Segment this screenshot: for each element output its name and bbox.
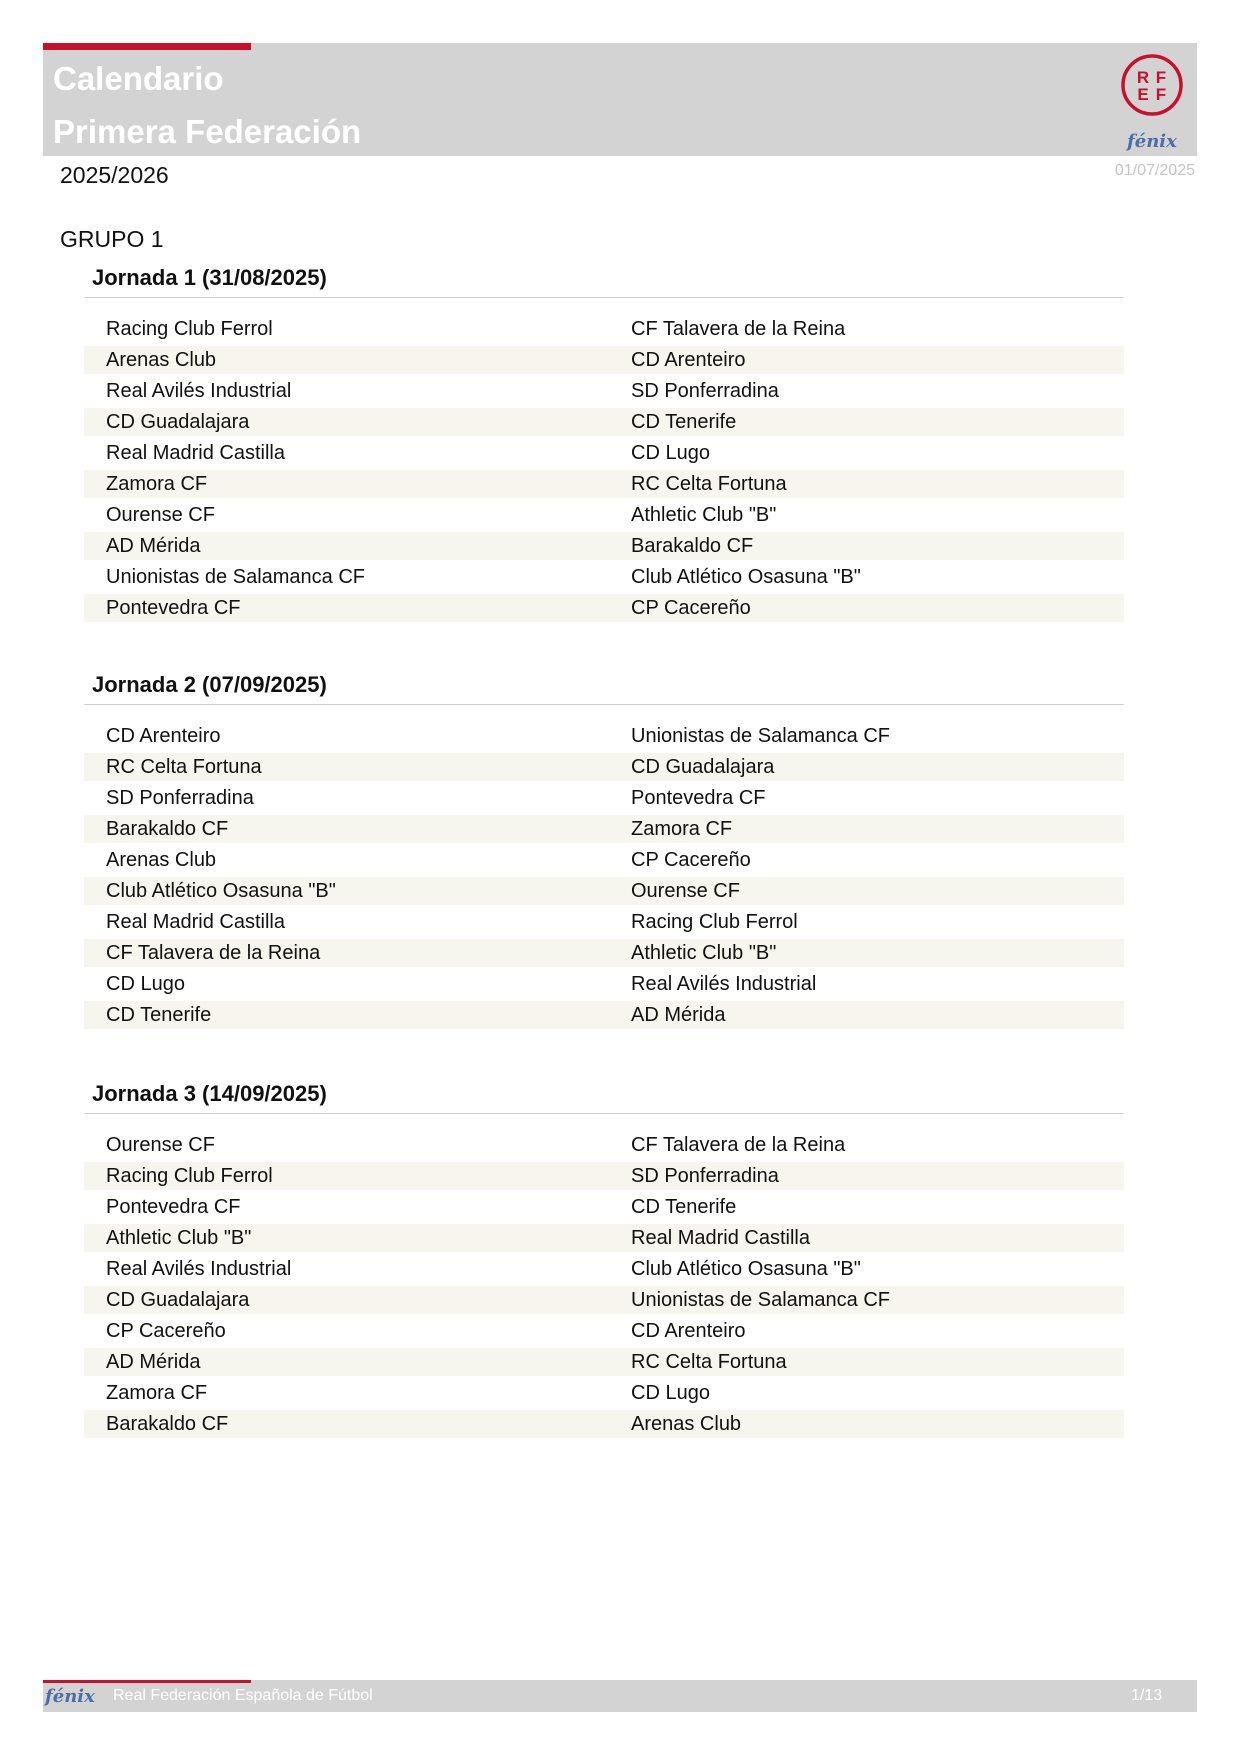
match-row bbox=[84, 815, 1124, 843]
jornada-title: Jornada 1 (31/08/2025) bbox=[92, 265, 327, 290]
match-row bbox=[84, 784, 1124, 812]
match-row bbox=[84, 1255, 1124, 1283]
home-team: CD Tenerife bbox=[106, 1004, 212, 1026]
home-team: Arenas Club bbox=[106, 849, 217, 871]
match-row bbox=[84, 908, 1124, 936]
away-team: CF Talavera de la Reina bbox=[631, 1134, 846, 1156]
home-team: Athletic Club "B" bbox=[106, 1227, 252, 1249]
match-row bbox=[84, 753, 1124, 781]
home-team: CF Talavera de la Reina bbox=[106, 942, 321, 964]
match-row bbox=[84, 1131, 1124, 1159]
match-row bbox=[84, 1162, 1124, 1190]
home-team: RC Celta Fortuna bbox=[106, 756, 262, 778]
home-team: Zamora CF bbox=[106, 473, 208, 495]
match-row bbox=[84, 408, 1124, 436]
match-row bbox=[84, 563, 1124, 591]
away-team: SD Ponferradina bbox=[631, 1165, 779, 1187]
match-row bbox=[84, 1348, 1124, 1376]
match-row bbox=[84, 346, 1124, 374]
away-team: Athletic Club "B" bbox=[631, 504, 777, 526]
home-team: Ourense CF bbox=[106, 1134, 215, 1156]
away-team: CD Guadalajara bbox=[631, 756, 775, 778]
match-row bbox=[84, 1001, 1124, 1029]
away-team: Club Atlético Osasuna "B" bbox=[631, 566, 861, 588]
away-team: Unionistas de Salamanca CF bbox=[631, 1289, 891, 1311]
home-team: Zamora CF bbox=[106, 1382, 208, 1404]
jornada-divider bbox=[84, 704, 1124, 705]
logo-letter: E bbox=[1137, 85, 1149, 104]
home-team: Barakaldo CF bbox=[106, 818, 229, 840]
away-team: CD Lugo bbox=[631, 442, 710, 464]
match-row bbox=[84, 1379, 1124, 1407]
home-team: Racing Club Ferrol bbox=[106, 318, 273, 340]
footer-fenix-logo: fénix bbox=[45, 1686, 95, 1707]
home-team: Pontevedra CF bbox=[106, 597, 241, 619]
home-team: Real Avilés Industrial bbox=[106, 380, 292, 402]
home-team: SD Ponferradina bbox=[106, 787, 254, 809]
match-row bbox=[84, 501, 1124, 529]
home-team: CD Arenteiro bbox=[106, 725, 221, 747]
match-row bbox=[84, 470, 1124, 498]
match-row bbox=[84, 377, 1124, 405]
away-team: Pontevedra CF bbox=[631, 787, 766, 809]
away-team: Real Avilés Industrial bbox=[631, 973, 817, 995]
jornada-title: Jornada 2 (07/09/2025) bbox=[92, 672, 327, 697]
header-accent-bar bbox=[43, 43, 251, 50]
away-team: CD Arenteiro bbox=[631, 349, 746, 371]
season-label: 2025/2026 bbox=[60, 162, 169, 188]
match-row bbox=[84, 970, 1124, 998]
page-number: 1/13 bbox=[1131, 1687, 1163, 1704]
page-title-line2: Primera Federación bbox=[53, 113, 362, 150]
group-title: GRUPO 1 bbox=[60, 226, 164, 252]
away-team: Athletic Club "B" bbox=[631, 942, 777, 964]
home-team: AD Mérida bbox=[106, 535, 201, 557]
footer-accent-bar bbox=[43, 1680, 251, 1683]
away-team: CD Tenerife bbox=[631, 411, 737, 433]
away-team: Ourense CF bbox=[631, 880, 740, 902]
home-team: Real Madrid Castilla bbox=[106, 442, 285, 464]
match-row bbox=[84, 315, 1124, 343]
jornada-title: Jornada 3 (14/09/2025) bbox=[92, 1081, 327, 1106]
away-team: CD Tenerife bbox=[631, 1196, 737, 1218]
away-team: Club Atlético Osasuna "B" bbox=[631, 1258, 861, 1280]
match-row bbox=[84, 1286, 1124, 1314]
home-team: CD Guadalajara bbox=[106, 1289, 250, 1311]
home-team: Pontevedra CF bbox=[106, 1196, 241, 1218]
home-team: CP Cacereño bbox=[106, 1320, 226, 1342]
match-row bbox=[84, 1410, 1124, 1438]
away-team: Real Madrid Castilla bbox=[631, 1227, 810, 1249]
match-row bbox=[84, 1193, 1124, 1221]
home-team: AD Mérida bbox=[106, 1351, 201, 1373]
away-team: CP Cacereño bbox=[631, 597, 751, 619]
jornada-divider bbox=[84, 1113, 1124, 1114]
away-team: CF Talavera de la Reina bbox=[631, 318, 846, 340]
document-date: 01/07/2025 bbox=[1114, 162, 1195, 179]
away-team: SD Ponferradina bbox=[631, 380, 779, 402]
logo-letter: F bbox=[1155, 85, 1167, 104]
away-team: Unionistas de Salamanca CF bbox=[631, 725, 891, 747]
page-title-line1: Calendario bbox=[53, 60, 224, 97]
match-row bbox=[84, 877, 1124, 905]
match-row bbox=[84, 594, 1124, 622]
footer-organization: Real Federación Española de Fútbol bbox=[113, 1687, 373, 1704]
home-team: Unionistas de Salamanca CF bbox=[106, 566, 366, 588]
jornada-divider bbox=[84, 297, 1124, 298]
away-team: Zamora CF bbox=[631, 818, 733, 840]
home-team: Real Madrid Castilla bbox=[106, 911, 285, 933]
rfef-logo-icon bbox=[1120, 53, 1184, 117]
match-row bbox=[84, 1224, 1124, 1252]
home-team: CD Guadalajara bbox=[106, 411, 250, 433]
logo-letter: R bbox=[1136, 68, 1150, 87]
home-team: Barakaldo CF bbox=[106, 1413, 229, 1435]
away-team: Arenas Club bbox=[631, 1413, 742, 1435]
match-row bbox=[84, 722, 1124, 750]
home-team: Club Atlético Osasuna "B" bbox=[106, 880, 336, 902]
match-row bbox=[84, 439, 1124, 467]
away-team: CD Lugo bbox=[631, 1382, 710, 1404]
home-team: CD Lugo bbox=[106, 973, 185, 995]
logo-letter: F bbox=[1155, 68, 1167, 87]
away-team: RC Celta Fortuna bbox=[631, 473, 787, 495]
home-team: Ourense CF bbox=[106, 504, 215, 526]
home-team: Arenas Club bbox=[106, 349, 217, 371]
away-team: CD Arenteiro bbox=[631, 1320, 746, 1342]
away-team: AD Mérida bbox=[631, 1004, 726, 1026]
match-row bbox=[84, 532, 1124, 560]
match-row bbox=[84, 846, 1124, 874]
home-team: Racing Club Ferrol bbox=[106, 1165, 273, 1187]
match-row bbox=[84, 939, 1124, 967]
away-team: Barakaldo CF bbox=[631, 535, 754, 557]
match-row bbox=[84, 1317, 1124, 1345]
away-team: CP Cacereño bbox=[631, 849, 751, 871]
fenix-logo-caption: fénix bbox=[1127, 131, 1177, 152]
home-team: Real Avilés Industrial bbox=[106, 1258, 292, 1280]
away-team: Racing Club Ferrol bbox=[631, 911, 798, 933]
away-team: RC Celta Fortuna bbox=[631, 1351, 787, 1373]
